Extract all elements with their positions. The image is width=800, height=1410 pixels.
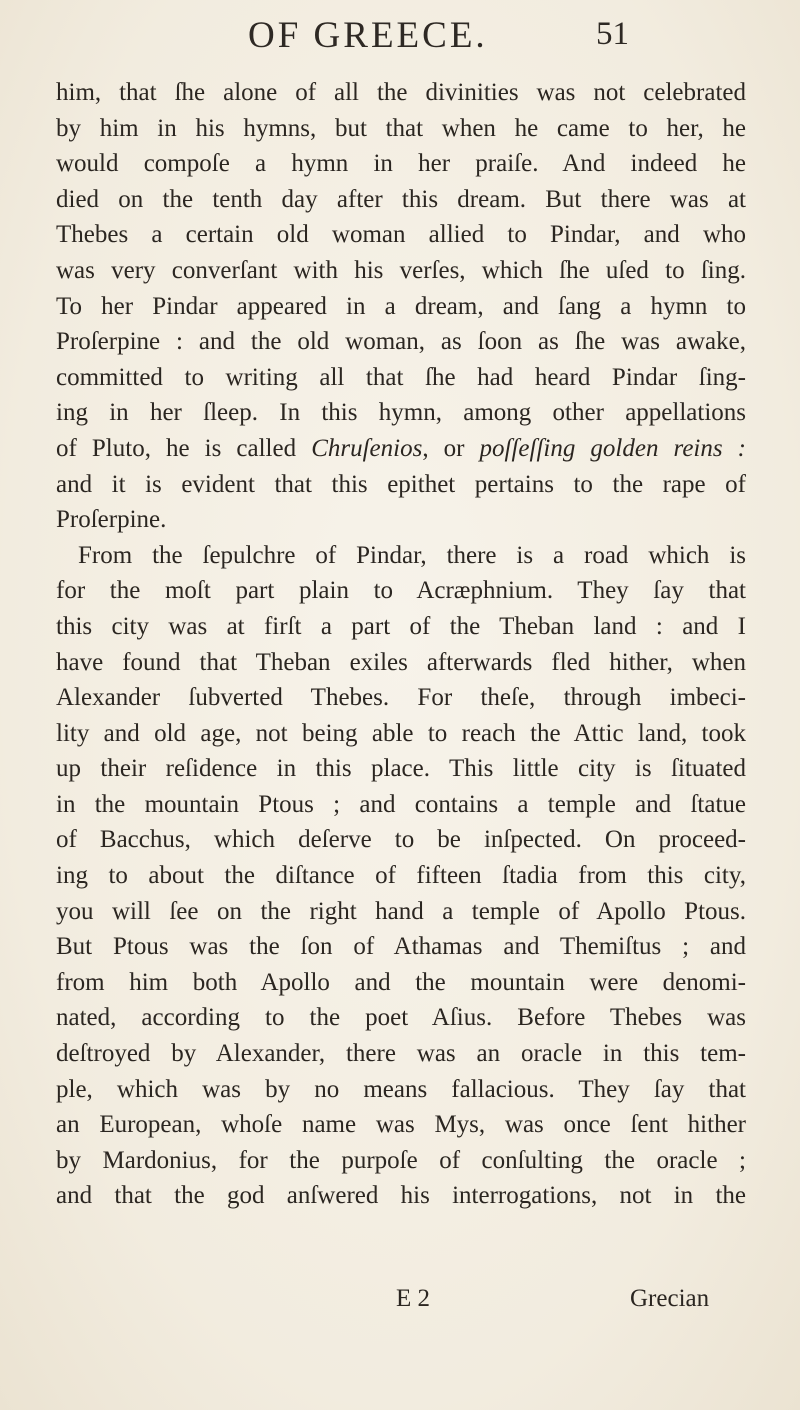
page-number: 51 [596, 16, 629, 52]
text-line: deſtroyed by Alexander, there was an oracle in this tem- [56, 1040, 746, 1068]
text-line: Proſerpine : and the old woman, as ſoon as ſhe was awake, [56, 328, 746, 356]
signature-mark: E 2 [396, 1285, 431, 1312]
body-text [56, 75, 746, 1214]
text-line: by Mardonius, for the purpoſe of conſulting the oracle ; [56, 1146, 746, 1174]
text-line: Proſerpine. [56, 506, 167, 534]
text-line: Alexander ſubverted Thebes. For theſe, through imbeci- [56, 684, 746, 712]
italic-greek-epithet: Chruſenios [311, 434, 423, 462]
text-line: this city was at firſt a part of the Theban land : and I [56, 612, 746, 640]
text-line: in the mountain Ptous ; and contains a temple and ſtatue [56, 790, 746, 818]
text-line: from him both Apollo and the mountain were denomi- [56, 968, 746, 996]
text-line: died on the tenth day after this dream. But there was at [56, 185, 746, 213]
text-line: nated, according to the poet Aſius. Before Thebes was [56, 1004, 746, 1032]
text-line: and it is evident that this epithet pertains to the rape of [56, 470, 746, 498]
running-head [0, 14, 800, 58]
text-line: you will ſee on the right hand a temple of Apollo Ptous. [56, 897, 746, 925]
text-line: an European, whoſe name was Mys, was once ſent hither [56, 1111, 746, 1139]
catchword: Grecian [630, 1285, 710, 1312]
text-line: But Ptous was the ſon of Athamas and Themiſtus ; and [56, 933, 746, 961]
text-line: by him in his hymns, but that when he came to her, he [56, 114, 746, 142]
text-line: for the moſt part plain to Acræphnium. They ſay that [56, 577, 746, 605]
running-title: OF GREECE. [248, 15, 488, 56]
text-line: committed to writing all that ſhe had heard Pindar ſing- [56, 363, 746, 391]
text-line: ing to about the diſtance of fifteen ſtadia from this city, [56, 862, 746, 890]
line-text-mid: , or [422, 434, 480, 462]
text-line: was very converſant with his verſes, which ſhe uſed to ſing. [56, 256, 746, 284]
text-line: Thebes a certain old woman allied to Pindar, and who [56, 221, 746, 249]
text-line-with-italics [56, 431, 746, 467]
text-line: From the ſepulchre of Pindar, there is a road which is [78, 541, 746, 569]
text-line: him, that ſhe alone of all the divinities was not celebrated [56, 79, 746, 106]
text-line: of Bacchus, which deſerve to be inſpected. On proceed- [56, 826, 746, 854]
line-text-pre: of Pluto, he is called [56, 434, 312, 462]
text-line: have found that Theban exiles afterwards fled hither, when [56, 648, 746, 676]
page-footer [0, 1285, 800, 1321]
text-line: lity and old age, not being able to reach the Attic land, took [56, 719, 746, 747]
italic-translation: poſſeſſing golden reins : [479, 434, 747, 462]
text-line: up their reſidence in this place. This little city is ſituated [56, 755, 746, 783]
text-line: would compoſe a hymn in her praiſe. And indeed he [56, 150, 746, 178]
text-line: and that the god anſwered his interrogations, not in the [56, 1182, 746, 1210]
text-line: ing in her ſleep. In this hymn, among other appellations [56, 399, 746, 427]
text-line: To her Pindar appeared in a dream, and ſang a hymn to [56, 292, 746, 320]
text-line: ple, which was by no means fallacious. They ſay that [56, 1075, 746, 1103]
